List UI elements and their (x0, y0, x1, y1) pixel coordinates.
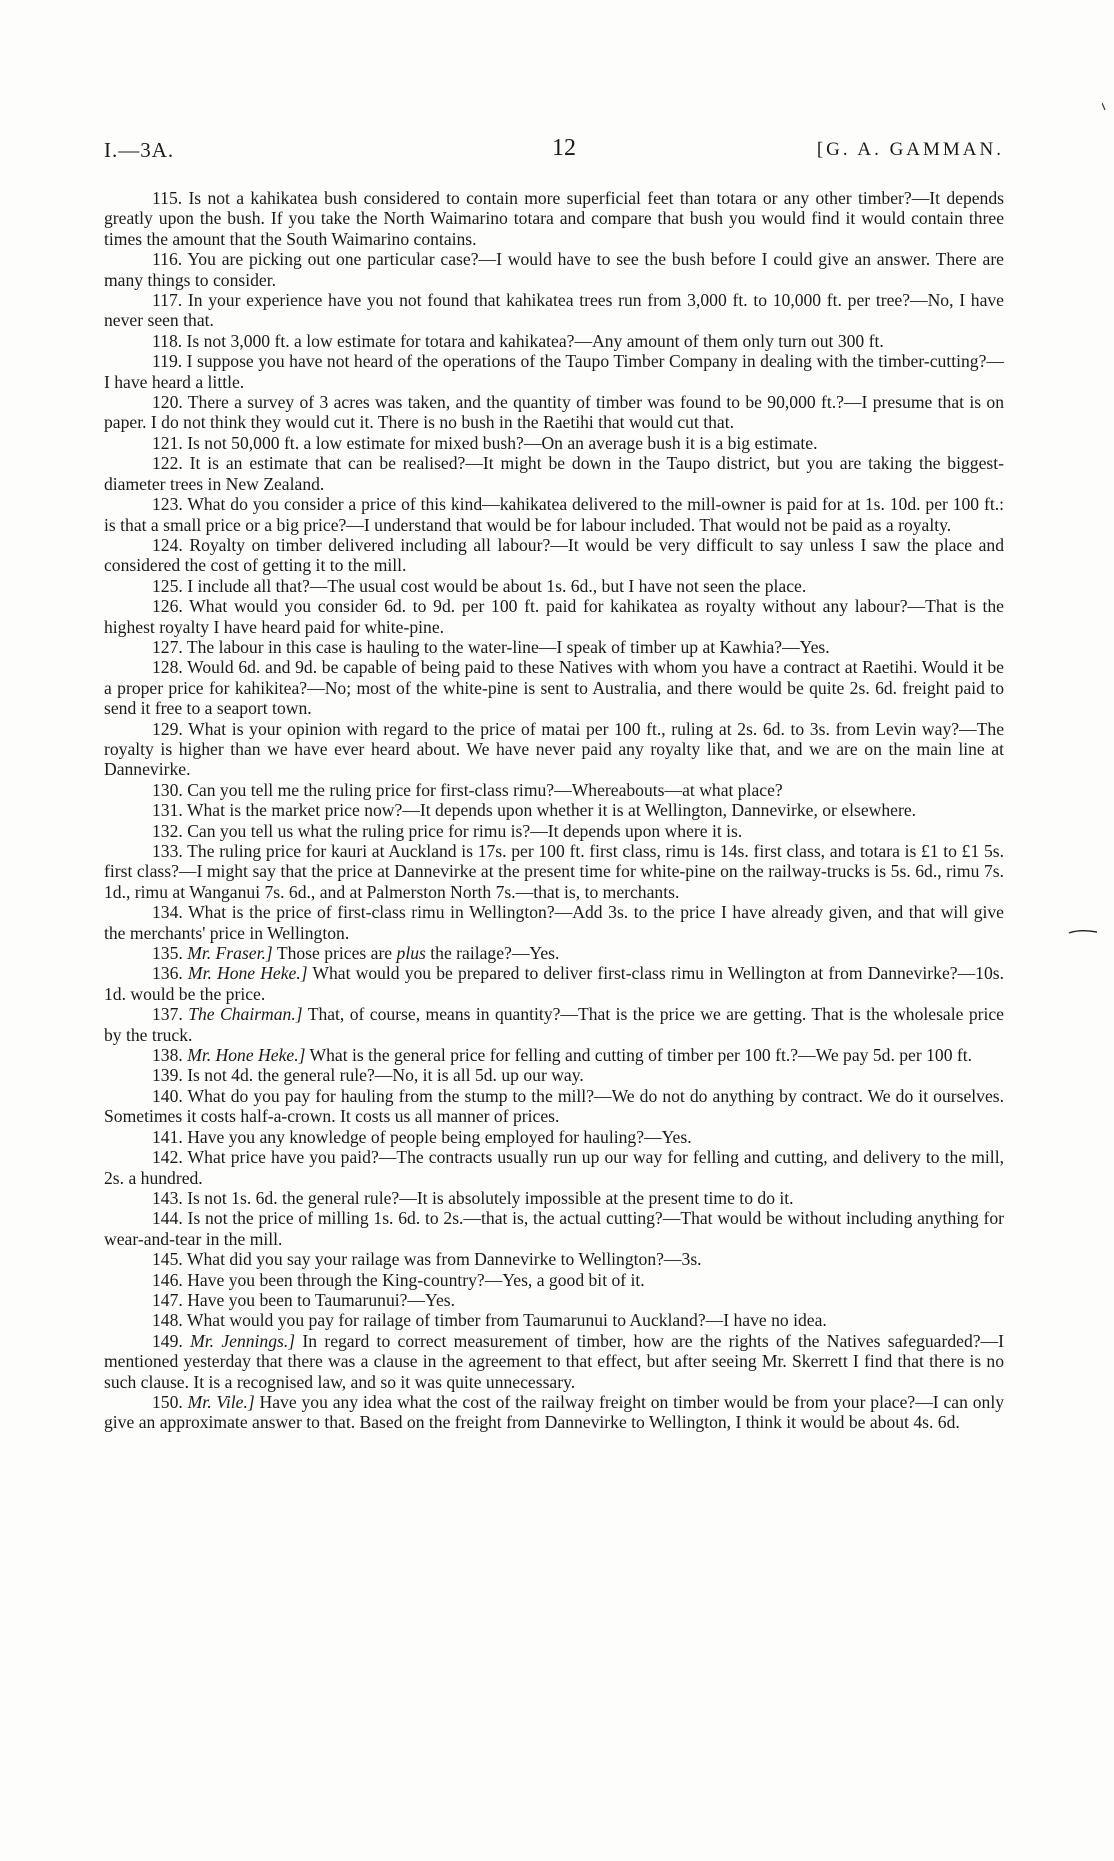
paragraph-text: 148. What would you pay for railage of timber from Taumarunui to Auckland?—I have no idea. (152, 1310, 827, 1331)
paragraph-text: 143. Is not 1s. 6d. the general rule?—It is absolutely impossible at the present time to do it. (152, 1187, 794, 1208)
question-answer-paragraph (104, 780, 1004, 800)
paragraph-text: 130. Can you tell me the ruling price for first-class rimu?—Whereabouts—at what place? (152, 779, 783, 800)
page-number: 12 (552, 135, 576, 161)
question-answer-paragraph (104, 963, 1004, 1004)
question-answer-paragraph (104, 596, 1004, 637)
question-answer-paragraph (104, 1004, 1004, 1045)
paragraph-text: the railage?—Yes. (425, 943, 560, 964)
paragraph-text: 115. Is not a kahikatea bush considered to contain more superficial feet than totara or any other timber?—It depends greatly upon the bush. If you take the North Waimarino totara and compare that bush you would find it would contain three times the amount that the South Waimarino contains. (104, 188, 1004, 249)
question-answer-paragraph (104, 1086, 1004, 1127)
question-number: 138. (152, 1045, 183, 1066)
paragraph-text: 128. Would 6d. and 9d. be capable of being paid to these Natives with whom you have a contract at Raetihi. Would it be a proper price for kahikitea?—No; most of the white-pine is sent to Australia, and there would be quite 2s. 6d. freight paid to send it free to a seaport town. (104, 657, 1004, 719)
paragraph-text: 144. Is not the price of milling 1s. 6d. to 2s.—that is, the actual cutting?—That would be without including anything for wear-and-tear in the mill. (104, 1208, 1004, 1249)
paper-reference: I.—3A. (104, 138, 175, 162)
question-answer-paragraph (104, 1310, 1004, 1330)
witness-name: [G. A. GAMMAN. (816, 139, 1004, 160)
question-number: 149. (152, 1330, 183, 1351)
paragraph-text: 147. Have you been to Taumarunui?—Yes. (152, 1289, 456, 1310)
question-answer-paragraph (104, 249, 1004, 290)
emphasis-text: plus (396, 943, 426, 964)
paragraph-text: That, of course, means in quantity?—That is the price we are getting. That is the wholesale price by the truck. (104, 1004, 1004, 1045)
question-answer-paragraph (104, 1290, 1004, 1310)
question-number: 137. (152, 1004, 183, 1025)
question-answer-paragraph (104, 494, 1004, 535)
paragraph-text: 141. Have you any knowledge of people being employed for hauling?—Yes. (152, 1126, 692, 1147)
paragraph-text: 134. What is the price of first-class rimu in Wellington?—Add 3s. to the price I have already given, and that will give the merchants' price in Wellington. (104, 902, 1004, 943)
paragraph-text: Those prices are (272, 943, 397, 964)
paragraph-text: 116. You are picking out one particular case?—I would have to see the bush before I could give an answer. There are many things to consider. (104, 249, 1004, 290)
paragraph-text: 132. Can you tell us what the ruling price for rimu is?—It depends upon where it is. (152, 820, 743, 841)
paragraph-text: 122. It is an estimate that can be realised?—It might be down in the Taupo district, but you are taking the biggest-diameter trees in New Zealand. (104, 453, 1004, 494)
margin-mark (1068, 922, 1098, 928)
question-answer-paragraph (104, 637, 1004, 657)
page-header (104, 136, 1004, 168)
paragraph-text: 140. What do you pay for hauling from the stump to the mill?—We do not do anything by contract. We do it ourselves. Sometimes it costs half-a-crown. It costs us all manner of prices. (104, 1085, 1004, 1127)
question-number: 136. (152, 963, 183, 984)
question-answer-paragraph (104, 1208, 1004, 1249)
question-answer-paragraph (104, 719, 1004, 780)
question-answer-paragraph (104, 1045, 1004, 1065)
question-answer-paragraph (104, 1065, 1004, 1085)
paragraph-text: 145. What did you say your railage was from Dannevirke to Wellington?—3s. (152, 1249, 702, 1270)
question-answer-paragraph (104, 841, 1004, 902)
question-number: 150. (152, 1391, 183, 1412)
paragraph-text: What is the general price for felling and cutting of timber per 100 ft.?—We pay 5d. per 100 ft. (305, 1045, 973, 1066)
paragraph-text: Have you any idea what the cost of the railway freight on timber would be from your place?—I can only give an approximate answer to that. Based on the freight from Dannevirke to Wellington, I think it would be about 4s. 6d. (104, 1391, 1005, 1433)
paragraph-text: 119. I suppose you have not heard of the operations of the Taupo Timber Company in dealing with the timber-cutting?—I have heard a little. (104, 351, 1004, 392)
paragraph-text: 129. What is your opinion with regard to the price of matai per 100 ft., ruling at 2s. 6d. to 3s. from Levin way?—The royalty is higher than we have ever heard about. We have never paid any royalty like that, and we are on the main line at Dannevirke. (104, 718, 1004, 780)
paragraph-text: 124. Royalty on timber delivered including all labour?—It would be very difficult to say unless I saw the place and considered the cost of getting it to the mill. (104, 534, 1004, 576)
speaker-name: Mr. Fraser.] (187, 943, 273, 964)
paragraph-text: 118. Is not 3,000 ft. a low estimate for totara and kahikatea?—Any amount of them only turn out 300 ft. (152, 330, 884, 351)
paragraph-text: 131. What is the market price now?—It depends upon whether it is at Wellington, Dannevirke, or elsewhere. (152, 800, 917, 821)
question-answer-paragraph (104, 1147, 1004, 1188)
question-answer-paragraph (104, 657, 1004, 718)
scan-mark (1102, 98, 1106, 106)
paragraph-text: 120. There a survey of 3 acres was taken, and the quantity of timber was found to be 90,000 ft.?—I presume that is on paper. I do not think they would cut it. There is no bush in the Raetihi that would cut that. (104, 392, 1004, 433)
paragraph-text: In regard to correct measurement of timber, how are the rights of the Natives safeguarded?—I mentioned yesterday that there was a clause in the agreement to that effect, but after seeing Mr. Skerrett I find that there is no such clause. It is a recognised law, and so it was quite unnecessary. (104, 1330, 1005, 1392)
paragraph-text: 123. What do you consider a price of this kind—kahikatea delivered to the mill-owner is paid for at 1s. 10d. per 100 ft.: is that a small price or a big price?—I understand that would be for labour included. That would not be paid as a royalty. (104, 494, 1004, 535)
question-answer-paragraph (104, 392, 1004, 433)
question-answer-paragraph (104, 576, 1004, 596)
paragraph-text: 133. The ruling price for kauri at Auckland is 17s. per 100 ft. first class, rimu is 14s. first class, and totara is £1 to £1 5s. first class?—I might say that the price at Dannevirke at the present time for white-pine on the railway-trucks is 5s. 6d., rimu 7s. 1d., rimu at Wanganui 7s. 6d., and at Palmerston North 7s.—that is, to merchants. (104, 841, 1004, 902)
question-answer-paragraph (104, 1249, 1004, 1269)
question-answer-paragraph (104, 188, 1004, 249)
paragraph-text: 125. I include all that?—The usual cost would be about 1s. 6d., but I have not seen the place. (152, 575, 807, 596)
speaker-name: Mr. Hone Heke.] (187, 1045, 306, 1066)
paragraph-text: 139. Is not 4d. the general rule?—No, it is all 5d. up our way. (152, 1065, 584, 1086)
question-number: 135. (152, 943, 183, 964)
question-answer-paragraph (104, 1127, 1004, 1147)
paragraph-text: 126. What would you consider 6d. to 9d. per 100 ft. paid for kahikatea as royalty without any labour?—That is the highest royalty I have heard paid for white-pine. (104, 596, 1004, 637)
question-answer-paragraph (104, 351, 1004, 392)
evidence-body (104, 188, 1004, 1433)
question-answer-paragraph (104, 1392, 1004, 1433)
speaker-name: Mr. Hone Heke.] (187, 963, 308, 984)
question-answer-paragraph (104, 902, 1004, 943)
paragraph-text: 142. What price have you paid?—The contracts usually run up our way for felling and cutting, and delivery to the mill, 2s. a hundred. (104, 1147, 1004, 1188)
question-answer-paragraph (104, 290, 1004, 331)
paragraph-text: 117. In your experience have you not found that kahikatea trees run from 3,000 ft. to 10,000 ft. per tree?—No, I have never seen that. (104, 290, 1004, 331)
question-answer-paragraph (104, 943, 1004, 963)
paragraph-text: 146. Have you been through the King-country?—Yes, a good bit of it. (152, 1269, 645, 1290)
question-answer-paragraph (104, 1331, 1004, 1392)
speaker-name: Mr. Vile.] (187, 1391, 255, 1412)
paragraph-text: 127. The labour in this case is hauling to the water-line—I speak of timber up at Kawhia?—Yes. (152, 636, 830, 657)
question-answer-paragraph (104, 331, 1004, 351)
paragraph-text: 121. Is not 50,000 ft. a low estimate for mixed bush?—On an average bush it is a big estimate. (152, 432, 818, 453)
paragraph-text: What would you be prepared to deliver first-class rimu in Wellington at from Dannevirke?—10s. 1d. would be the price. (104, 963, 1004, 1004)
speaker-name: The Chairman.] (188, 1004, 303, 1025)
question-answer-paragraph (104, 1270, 1004, 1290)
speaker-name: Mr. Jennings.] (190, 1330, 296, 1351)
question-answer-paragraph (104, 800, 1004, 820)
question-answer-paragraph (104, 433, 1004, 453)
question-answer-paragraph (104, 1188, 1004, 1208)
question-answer-paragraph (104, 453, 1004, 494)
question-answer-paragraph (104, 821, 1004, 841)
question-answer-paragraph (104, 535, 1004, 576)
